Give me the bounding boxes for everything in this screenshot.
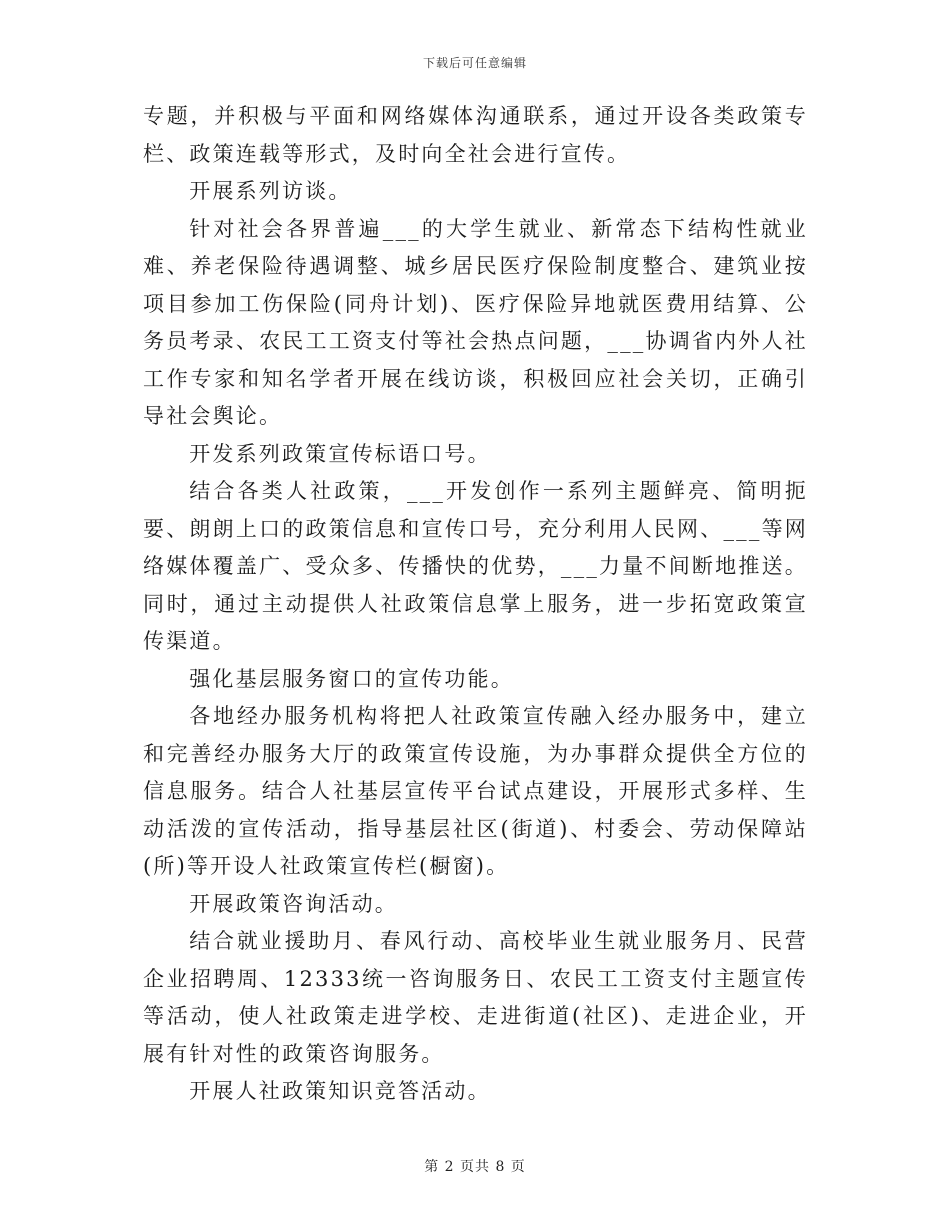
paragraph-slogans: 结合各类人社政策，___开发创作一系列主题鲜亮、简明扼要、朗朗上口的政策信息和宣传口号，充分利用人民网、___等网络媒体覆盖广、受众多、传播快的优势，___力量不间断地推送。同时，通过主动提供人社政策信息掌上服务，进一步拓宽政策宣传渠道。 [143, 479, 808, 653]
section-heading-slogans: 开发系列政策宣传标语口号。 [189, 441, 491, 466]
paragraph-service-window: 各地经办服务机构将把人社政策宣传融入经办服务中，建立和完善经办服务大厅的政策宣传设施，为办事群众提供全方位的信息服务。结合人社基层宣传平台试点建设，开展形式多样、生动活泼的宣传活动，指导基层社区(街道)、村委会、劳动保障站(所)等开设人社政策宣传栏(橱窗)。 [143, 704, 808, 878]
section-heading-interviews: 开展系列访谈。 [189, 179, 352, 203]
page-header-note: 下载后可任意编辑 [422, 56, 527, 70]
section-heading-consultation: 开展政策咨询活动。 [189, 891, 398, 916]
paragraph-consultation: 结合就业援助月、春风行动、高校毕业生就业服务月、民营企业招聘周、12333统一咨询服务日、农民工工资支付主题宣传等活动，使人社政策走进学校、走进街道(社区)、走进企业，开展有针对性的政策咨询服务。 [143, 929, 808, 1066]
document-body [143, 98, 808, 1111]
page-number: 第 2 页共 8 页 [424, 1159, 526, 1175]
paragraph-interviews: 针对社会各界普遍___的大学生就业、新常态下结构性就业难、养老保险待遇调整、城乡居民医疗保险制度整合、建筑业按项目参加工伤保险(同舟计划)、医疗保险异地就医费用结算、公务员考录、农民工工资支付等社会热点问题，___协调省内外人社工作专家和知名学者开展在线访谈，积极回应社会关切，正确引导社会舆论。 [143, 216, 808, 428]
section-heading-service-window: 强化基层服务窗口的宣传功能。 [189, 666, 514, 691]
section-heading-quiz: 开展人社政策知识竞答活动。 [189, 1079, 491, 1103]
paragraph-continuation: 专题，并积极与平面和网络媒体沟通联系，通过开设各类政策专栏、政策连载等形式，及时向全社会进行宣传。 [143, 104, 808, 166]
